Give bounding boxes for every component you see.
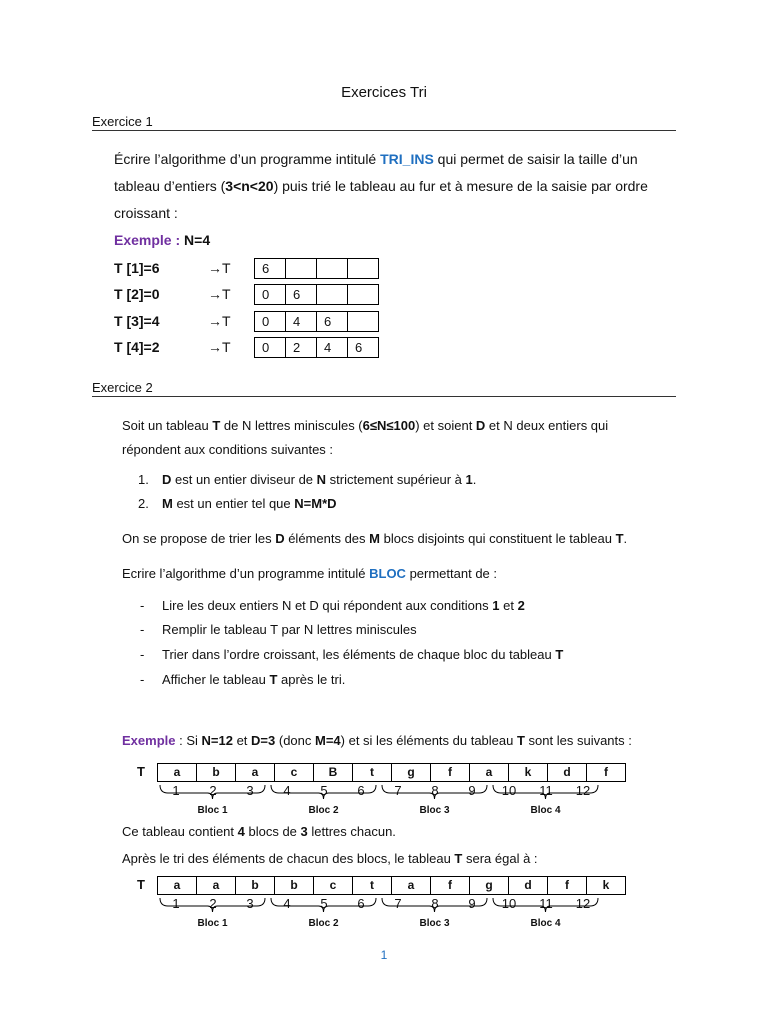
letter-cell: a [469, 763, 509, 782]
exercise-2-propose [122, 531, 682, 546]
index-cell: 8 [431, 783, 439, 798]
trace-array [255, 284, 379, 305]
program-name-bloc: BLOC [369, 566, 406, 581]
task-dash: - [140, 672, 145, 687]
trace-array [255, 311, 379, 332]
index-cell: 1 [172, 783, 180, 798]
letter-cell: f [586, 763, 626, 782]
contains-bold: 3 [300, 824, 308, 839]
array-cell: 0 [254, 337, 286, 358]
statement-text: Écrire l’algorithme d’un programme intitulé [114, 151, 381, 167]
cond-bold: M [162, 496, 173, 511]
bloc-brace [382, 785, 487, 799]
task-4 [140, 672, 345, 687]
letter-cell: g [391, 763, 431, 782]
letter-cell: b [196, 763, 236, 782]
bloc-brace [493, 785, 598, 799]
contains-text: Ce tableau contient [122, 824, 238, 839]
bloc-label: Bloc 4 [530, 918, 561, 929]
condition-number: 1. [138, 472, 149, 487]
letter-cell: a [196, 876, 236, 895]
task-dash: - [140, 598, 145, 613]
bloc-label: Bloc 2 [308, 805, 339, 816]
example-bold: T [516, 733, 525, 748]
index-cell: 4 [283, 896, 291, 911]
letter-cell: c [274, 763, 314, 782]
condition-text [162, 472, 476, 487]
trace-arrow: →T [208, 260, 231, 276]
task-bold: T [555, 647, 564, 662]
after-bold: T [454, 851, 463, 866]
bloc-label: Bloc 2 [308, 918, 339, 929]
index-cell: 6 [357, 896, 365, 911]
trace-array [255, 258, 379, 279]
intro-text: de N lettres miniscules ( [220, 418, 363, 433]
index-cell: 1 [172, 896, 180, 911]
index-cell: 3 [246, 896, 254, 911]
page-number: 1 [380, 948, 388, 962]
example-label: Exemple [122, 733, 176, 748]
task-dash: - [140, 647, 145, 662]
array-cell: 4 [316, 337, 348, 358]
letter-cell: k [586, 876, 626, 895]
array-cell [316, 284, 348, 305]
intro-text: et N deux entiers qui [485, 418, 609, 433]
exercise-2-contains [122, 824, 682, 839]
table-label: T [137, 764, 145, 779]
index-cell: 5 [320, 783, 328, 798]
statement-text: qui permet de saisir la taille d’un [433, 151, 638, 167]
example-bold: M=4 [315, 733, 341, 748]
index-cell: 2 [209, 783, 217, 798]
task-dash: - [140, 622, 145, 637]
intro-text: répondent aux conditions suivantes : [122, 442, 334, 457]
index-cell: 11 [539, 896, 553, 911]
index-cell: 4 [283, 783, 291, 798]
trace-label: T [1]=6 [114, 260, 160, 276]
example-bold: D=3 [251, 733, 276, 748]
array-cell [347, 311, 379, 332]
example-value: N=4 [180, 232, 211, 248]
letter-cell: d [508, 876, 548, 895]
letter-cell: t [352, 876, 392, 895]
task-bold: T [269, 672, 278, 687]
exercise-1-example [114, 232, 210, 248]
letter-cell: g [469, 876, 509, 895]
letter-cell: f [430, 763, 470, 782]
cond-text: . [472, 472, 477, 487]
after-text: Après le tri des éléments de chacun des blocs, le tableau [122, 851, 455, 866]
trace-label: T [4]=2 [114, 339, 160, 355]
bloc-brace [382, 898, 487, 912]
letter-cell: B [313, 763, 353, 782]
condition-number: 2. [138, 496, 149, 511]
letter-row [158, 763, 626, 782]
task-bold: 1 [492, 598, 500, 613]
array-cell: 2 [285, 337, 317, 358]
example-text: sont les suivants : [524, 733, 632, 748]
task-3 [140, 647, 563, 662]
index-cell: 8 [431, 896, 439, 911]
condition-text [162, 496, 337, 511]
cond-bold: 1 [465, 472, 473, 487]
letter-cell: t [352, 763, 392, 782]
task-text: Lire les deux entiers N et D qui répondent aux conditions [162, 598, 493, 613]
index-cell: 5 [320, 896, 328, 911]
bloc-label: Bloc 1 [197, 918, 228, 929]
exercise-2-divider [92, 396, 676, 397]
cond-text: est un entier tel que [172, 496, 295, 511]
example-text: et [232, 733, 252, 748]
exercise-2-ecrire [122, 566, 682, 581]
table-label: T [137, 877, 145, 892]
array-cell [285, 258, 317, 279]
propose-text: éléments des [284, 531, 370, 546]
task-2 [140, 622, 417, 637]
bloc-braces [156, 896, 636, 916]
array-cell: 4 [285, 311, 317, 332]
letter-cell: a [391, 876, 431, 895]
cond-text: strictement supérieur à [326, 472, 466, 487]
cond-text: est un entier diviseur de [171, 472, 317, 487]
example-text: : Si [175, 733, 202, 748]
document-title: Exercices Tri [341, 84, 427, 101]
index-cell: 10 [501, 896, 517, 911]
letter-cell: k [508, 763, 548, 782]
index-cell: 2 [209, 896, 217, 911]
task-text: Trier dans l’ordre croissant, les éléments de chaque bloc du tableau [162, 647, 556, 662]
propose-bold: M [369, 531, 380, 546]
exercise-2-after [122, 851, 682, 866]
array-cell: 0 [254, 284, 286, 305]
array-cell: 0 [254, 311, 286, 332]
propose-bold: T [615, 531, 624, 546]
statement-text: tableau d’entiers ( [114, 178, 226, 194]
task-1 [140, 598, 525, 613]
statement-text: croissant : [114, 205, 178, 221]
letter-cell: f [547, 876, 587, 895]
contains-text: lettres chacun. [307, 824, 396, 839]
bloc-brace [160, 785, 265, 799]
ecrire-text: permettant de : [405, 566, 498, 581]
exercise-2-heading: Exercice 2 [92, 380, 153, 395]
index-cell: 6 [357, 783, 365, 798]
letter-cell: a [157, 763, 197, 782]
trace-arrow: →T [208, 339, 231, 355]
bloc-brace [160, 898, 265, 912]
bloc-brace [271, 785, 376, 799]
letter-row [158, 876, 626, 895]
example-label: Exemple : [114, 232, 181, 248]
task-text: Afficher le tableau [162, 672, 270, 687]
array-cell [316, 258, 348, 279]
bloc-braces [156, 783, 636, 803]
array-cell: 6 [285, 284, 317, 305]
array-cell: 6 [254, 258, 286, 279]
bloc-label: Bloc 4 [530, 805, 561, 816]
after-text: sera égal à : [462, 851, 538, 866]
letter-cell: b [235, 876, 275, 895]
bloc-label: Bloc 3 [419, 918, 450, 929]
index-cell: 9 [468, 783, 476, 798]
index-cell: 7 [394, 896, 402, 911]
index-cell: 10 [501, 783, 517, 798]
index-cell: 3 [246, 783, 254, 798]
example-text: (donc [275, 733, 315, 748]
trace-array [255, 337, 379, 358]
cond-bold: D [162, 472, 172, 487]
contains-text: blocs de [244, 824, 301, 839]
letter-cell: a [157, 876, 197, 895]
bloc-brace [271, 898, 376, 912]
letter-cell: d [547, 763, 587, 782]
ecrire-text: Ecrire l’algorithme d’un programme intitulé [122, 566, 370, 581]
array-cell: 6 [347, 337, 379, 358]
trace-arrow: →T [208, 286, 231, 302]
trace-label: T [2]=0 [114, 286, 160, 302]
bloc-label: Bloc 1 [197, 805, 228, 816]
propose-text: blocs disjoints qui constituent le tableau [379, 531, 616, 546]
exercise-1-statement [114, 146, 684, 227]
trace-label: T [3]=4 [114, 313, 160, 329]
propose-text: On se propose de trier les [122, 531, 276, 546]
exercise-1-heading: Exercice 1 [92, 114, 153, 129]
trace-arrow: →T [208, 313, 231, 329]
array-cell [347, 258, 379, 279]
letter-cell: c [313, 876, 353, 895]
bloc-label: Bloc 3 [419, 805, 450, 816]
cond-bold: N [316, 472, 327, 487]
intro-text: Soit un tableau [122, 418, 213, 433]
bloc-brace [493, 898, 598, 912]
example-bold: N=12 [201, 733, 233, 748]
letter-cell: a [235, 763, 275, 782]
index-cell: 7 [394, 783, 402, 798]
index-cell: 11 [539, 783, 553, 798]
contains-bold: 4 [237, 824, 245, 839]
index-cell: 12 [575, 896, 591, 911]
task-text: après le tri. [277, 672, 346, 687]
exercise-1-divider [92, 130, 676, 131]
index-cell: 12 [575, 783, 591, 798]
propose-bold: D [275, 531, 285, 546]
size-constraint: 3<n<20 [225, 178, 274, 194]
program-name-tri-ins: TRI_INS [380, 151, 434, 167]
intro-bold: 6≤N≤100 [362, 418, 416, 433]
task-text: et [499, 598, 518, 613]
cond-bold: N=M*D [294, 496, 337, 511]
letter-cell: b [274, 876, 314, 895]
intro-bold: D [475, 418, 486, 433]
exercise-2-intro [122, 414, 682, 462]
propose-text: . [623, 531, 628, 546]
exercise-2-example [122, 733, 682, 748]
index-cell: 9 [468, 896, 476, 911]
array-cell: 6 [316, 311, 348, 332]
statement-text: ) puis trié le tableau au fur et à mesure de la saisie par ordre [273, 178, 648, 194]
task-text: Remplir le tableau T par N lettres miniscules [162, 622, 417, 637]
letter-cell: f [430, 876, 470, 895]
array-cell [347, 284, 379, 305]
task-bold: 2 [517, 598, 525, 613]
example-text: ) et si les éléments du tableau [340, 733, 517, 748]
intro-bold: T [212, 418, 221, 433]
intro-text: ) et soient [415, 418, 476, 433]
